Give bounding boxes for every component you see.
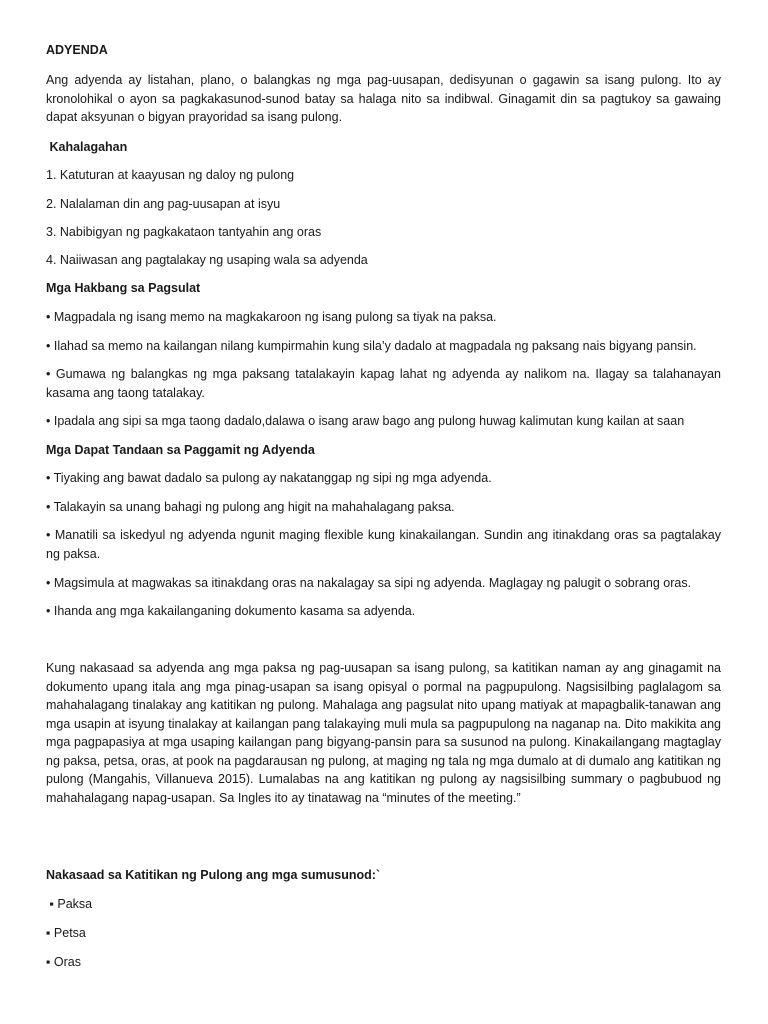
nakasaad-item: ▪ Petsa [46, 926, 86, 940]
kahalagahan-item: 1. Katuturan at kaayusan ng daloy ng pulong [46, 168, 295, 182]
kahalagahan-item: 3. Nabibigyan ng pagkakataon tantyahin ang oras [46, 225, 322, 239]
nakasaad-item: ▪ Paksa [46, 897, 93, 911]
katitikan-paragraph: Kung nakasaad sa adyenda ang mga paksa ng pag-uusapan sa isang pulong, sa katitikan naman ay ang ginagamit na dokumento upang itala ang mga pinag-usapan sa isang opisyal o pormal na pagpupulong. Nagsisilbing paglalagom sa mahahalagang tinalakay ang katitikan ng pulong. Mahalaga ang pagsulat nito upang matiyak at mapagbalik-tanawan ang mga usapin at isyung tinalakay at kailangan pang talakaying muli mula sa pagpupulong na naganap na. Dito makikita ang mga pagpapasiya at mga usaping kailangan pang bigyang-pansin para sa susunod na pulong. Kinakailangang magtaglay ng paksa, petsa, oras, at pook na pagdarausan ng pulong, at maging ng tala ng mga dumalo at di dumalo ang katitikan ng pulong (Mangahis, Villanueva 2015). Lumalabas na ang katitikan ng pulong ay nagsisilbing summary o pagbubuod ng mahahalagang napag-usapan. Sa Ingles ito ay tinatawag na “minutes of the meeting.” [46, 661, 721, 805]
hakbang-item: • Ipadala ang sipi sa mga taong dadalo,dalawa o isang araw bago ang pulong huwag kalimutan kung kailan at saan [46, 414, 685, 428]
tandaan-item: • Talakayin sa unang bahagi ng pulong ang higit na mahahalagang paksa. [46, 500, 455, 514]
kahalagahan-item: 2. Nalalaman din ang pag-uusapan at isyu [46, 197, 281, 211]
tandaan-item: • Manatili sa iskedyul ng adyenda ngunit maging flexible kung kinakailangan. Sundin ang itinakdang oras sa pagtalakay ng paksa. [46, 528, 721, 561]
hakbang-item: • Ilahad sa memo na kailangan nilang kumpirmahin kung sila’y dadalo at magpadala ng paksang nais bigyang pansin. [46, 339, 697, 353]
hakbang-item: • Gumawa ng balangkas ng mga paksang tatalakayin kapag lahat ng adyenda ay nalikom na. Ilagay sa talahanayan kasama ang taong tatalakay. [46, 367, 721, 400]
tandaan-item: • Tiyaking ang bawat dadalo sa pulong ay nakatanggap ng sipi ng mga adyenda. [46, 471, 492, 485]
tandaan-item: • Magsimula at magwakas sa itinakdang oras na nakalagay sa sipi ng adyenda. Maglagay ng palugit o sobrang oras. [46, 576, 692, 590]
document-title: ADYENDA [46, 43, 108, 57]
tandaan-heading: Mga Dapat Tandaan sa Paggamit ng Adyenda [46, 443, 315, 457]
hakbang-heading: Mga Hakbang sa Pagsulat [46, 281, 201, 295]
kahalagahan-heading: Kahalagahan [46, 140, 128, 154]
tandaan-item: • Ihanda ang mga kakailanganing dokumento kasama sa adyenda. [46, 604, 416, 618]
nakasaad-item: ▪ Oras [46, 955, 81, 969]
nakasaad-heading: Nakasaad sa Katitikan ng Pulong ang mga sumusunod:` [46, 868, 381, 882]
kahalagahan-item: 4. Naiiwasan ang pagtalakay ng usaping wala sa adyenda [46, 253, 368, 267]
hakbang-item: • Magpadala ng isang memo na magkakaroon ng isang pulong sa tiyak na paksa. [46, 310, 497, 324]
intro-paragraph: Ang adyenda ay listahan, plano, o balangkas ng mga pag-uusapan, dedisyunan o gagawin sa isang pulong. Ito ay kronolohikal o ayon sa pagkakasunod-sunod batay sa halaga nito sa indibwal. Ginagamit din sa pagtukoy sa gawaing dapat aksyunan o bigyan prayoridad sa isang pulong. [46, 73, 721, 124]
